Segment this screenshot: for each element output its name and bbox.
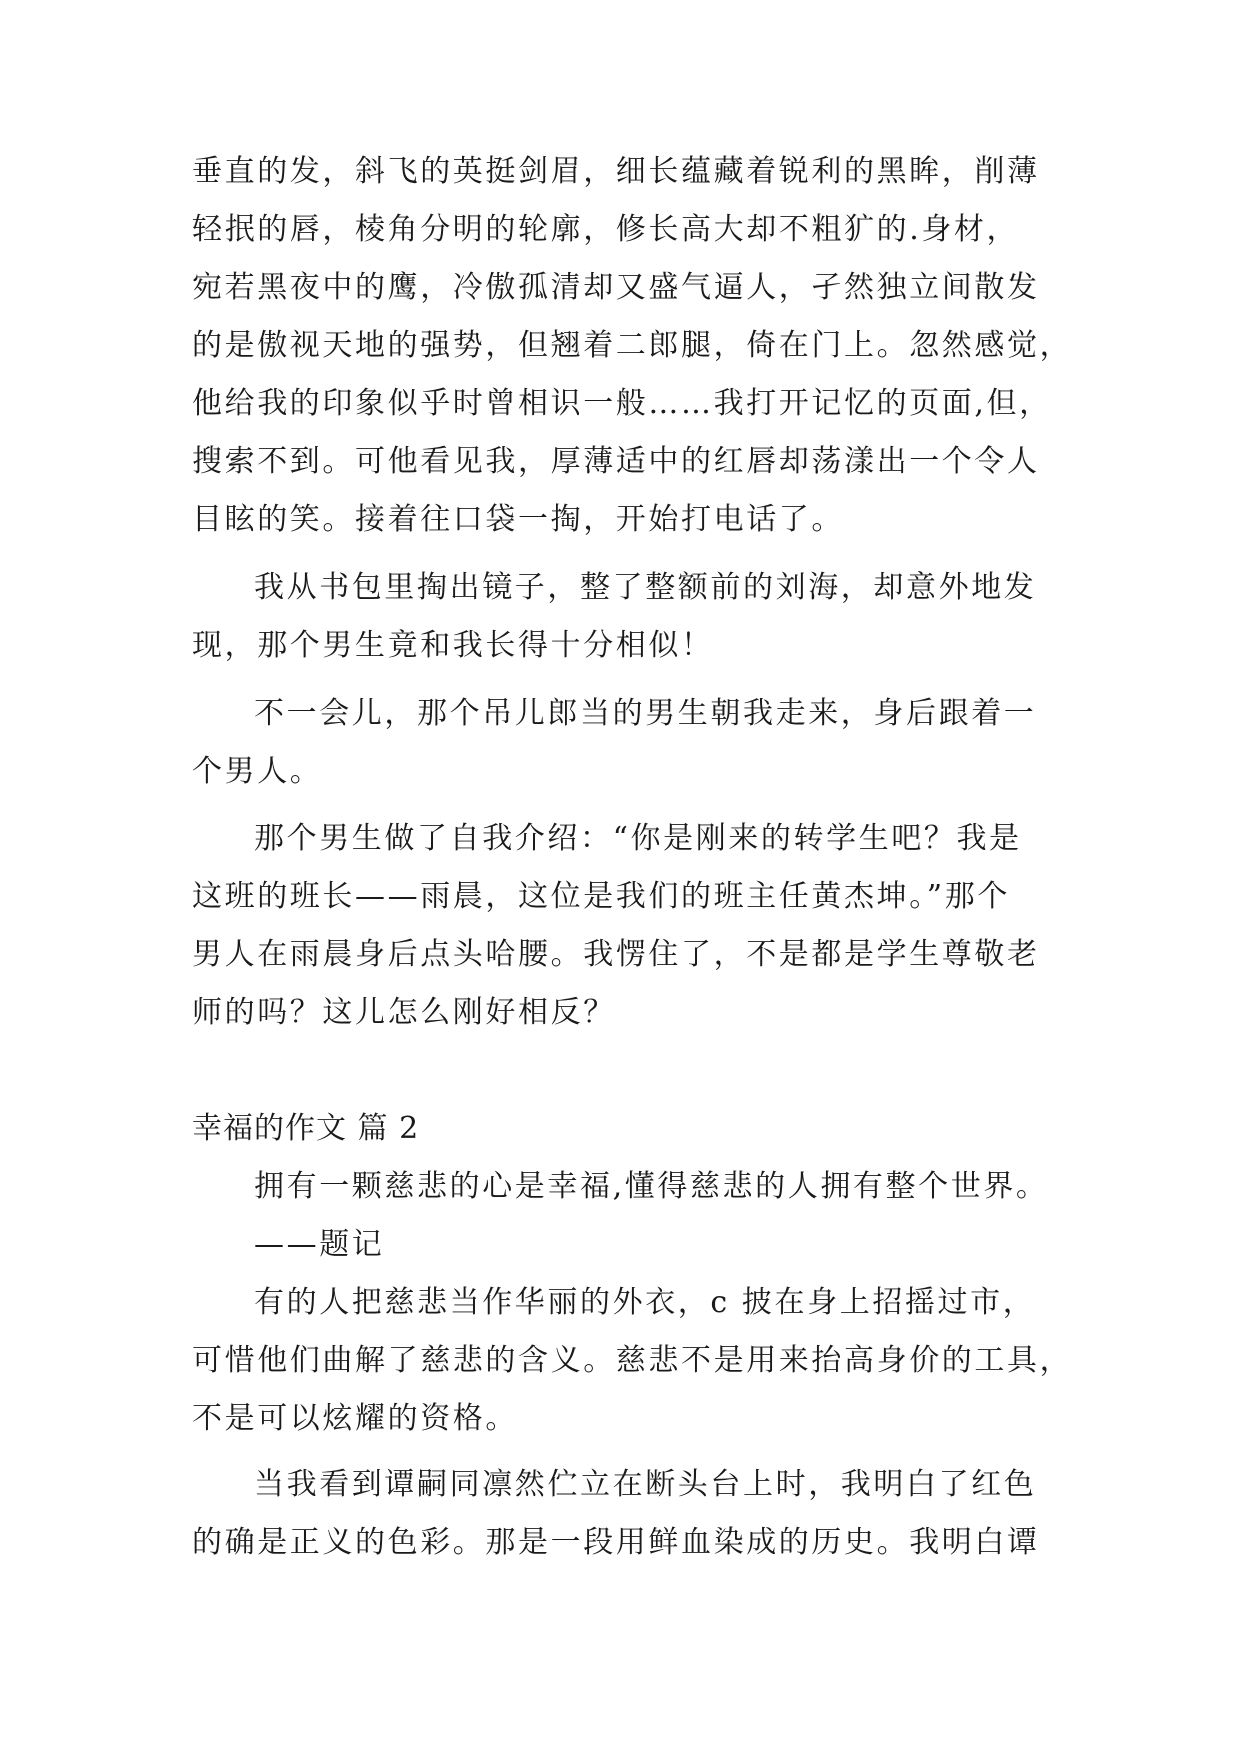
paragraph-line: 垂直的发，斜飞的英挺剑眉，细长蕴藏着锐利的黑眸，削薄 <box>192 154 1040 189</box>
paragraph-line: 现，那个男生竟和我长得十分相似！ <box>192 628 714 663</box>
paragraph-line: 轻抿的唇，棱角分明的轮廓，修长高大却不粗犷的.身材， <box>192 212 1020 247</box>
paragraph-line: 那个男生做了自我介绍：“你是刚来的转学生吧？我是 <box>254 821 1022 856</box>
paragraph-line: 有的人把慈悲当作华丽的外衣，c 披在身上招摇过市， <box>254 1285 1036 1320</box>
paragraph-line: 他给我的印象似乎时曾相识一般……我打开记忆的页面,但， <box>192 386 1052 421</box>
paragraph-line: 目眩的笑。接着往口袋一掏，开始打电话了。 <box>192 502 844 537</box>
epigraph-attribution: ——题记 <box>254 1227 385 1262</box>
paragraph-line: 的确是正义的色彩。那是一段用鲜血染成的历史。我明白谭 <box>192 1525 1040 1560</box>
paragraph-line: 的是傲视天地的强势，但翘着二郎腿，倚在门上。忽然感觉， <box>192 328 1073 363</box>
paragraph-line: 这班的班长——雨晨，这位是我们的班主任黄杰坤。”那个 <box>192 879 1010 914</box>
paragraph-line: 搜索不到。可他看见我，厚薄适中的红唇却荡漾出一个令人 <box>192 444 1040 479</box>
epigraph-line: 拥有一颗慈悲的心是幸福,懂得慈悲的人拥有整个世界。 <box>254 1169 1049 1204</box>
section-heading: 幸福的作文 篇 2 <box>192 1111 420 1146</box>
paragraph-line: 我从书包里掏出镜子，整了整额前的刘海，却意外地发 <box>254 570 1037 605</box>
paragraph-line: 男人在雨晨身后点头哈腰。我愣住了，不是都是学生尊敬老 <box>192 937 1040 972</box>
paragraph-line: 可惜他们曲解了慈悲的含义。慈悲不是用来抬高身价的工具， <box>192 1343 1073 1378</box>
paragraph-line: 不一会儿，那个吊儿郎当的男生朝我走来，身后跟着一 <box>254 696 1037 731</box>
paragraph-line: 个男人。 <box>192 754 323 789</box>
paragraph-line: 当我看到谭嗣同凛然伫立在断头台上时，我明白了红色 <box>254 1467 1037 1502</box>
paragraph-line: 师的吗？这儿怎么刚好相反？ <box>192 995 616 1030</box>
paragraph-line: 不是可以炫耀的资格。 <box>192 1401 518 1436</box>
paragraph-line: 宛若黑夜中的鹰，冷傲孤清却又盛气逼人，孑然独立间散发 <box>192 270 1040 305</box>
